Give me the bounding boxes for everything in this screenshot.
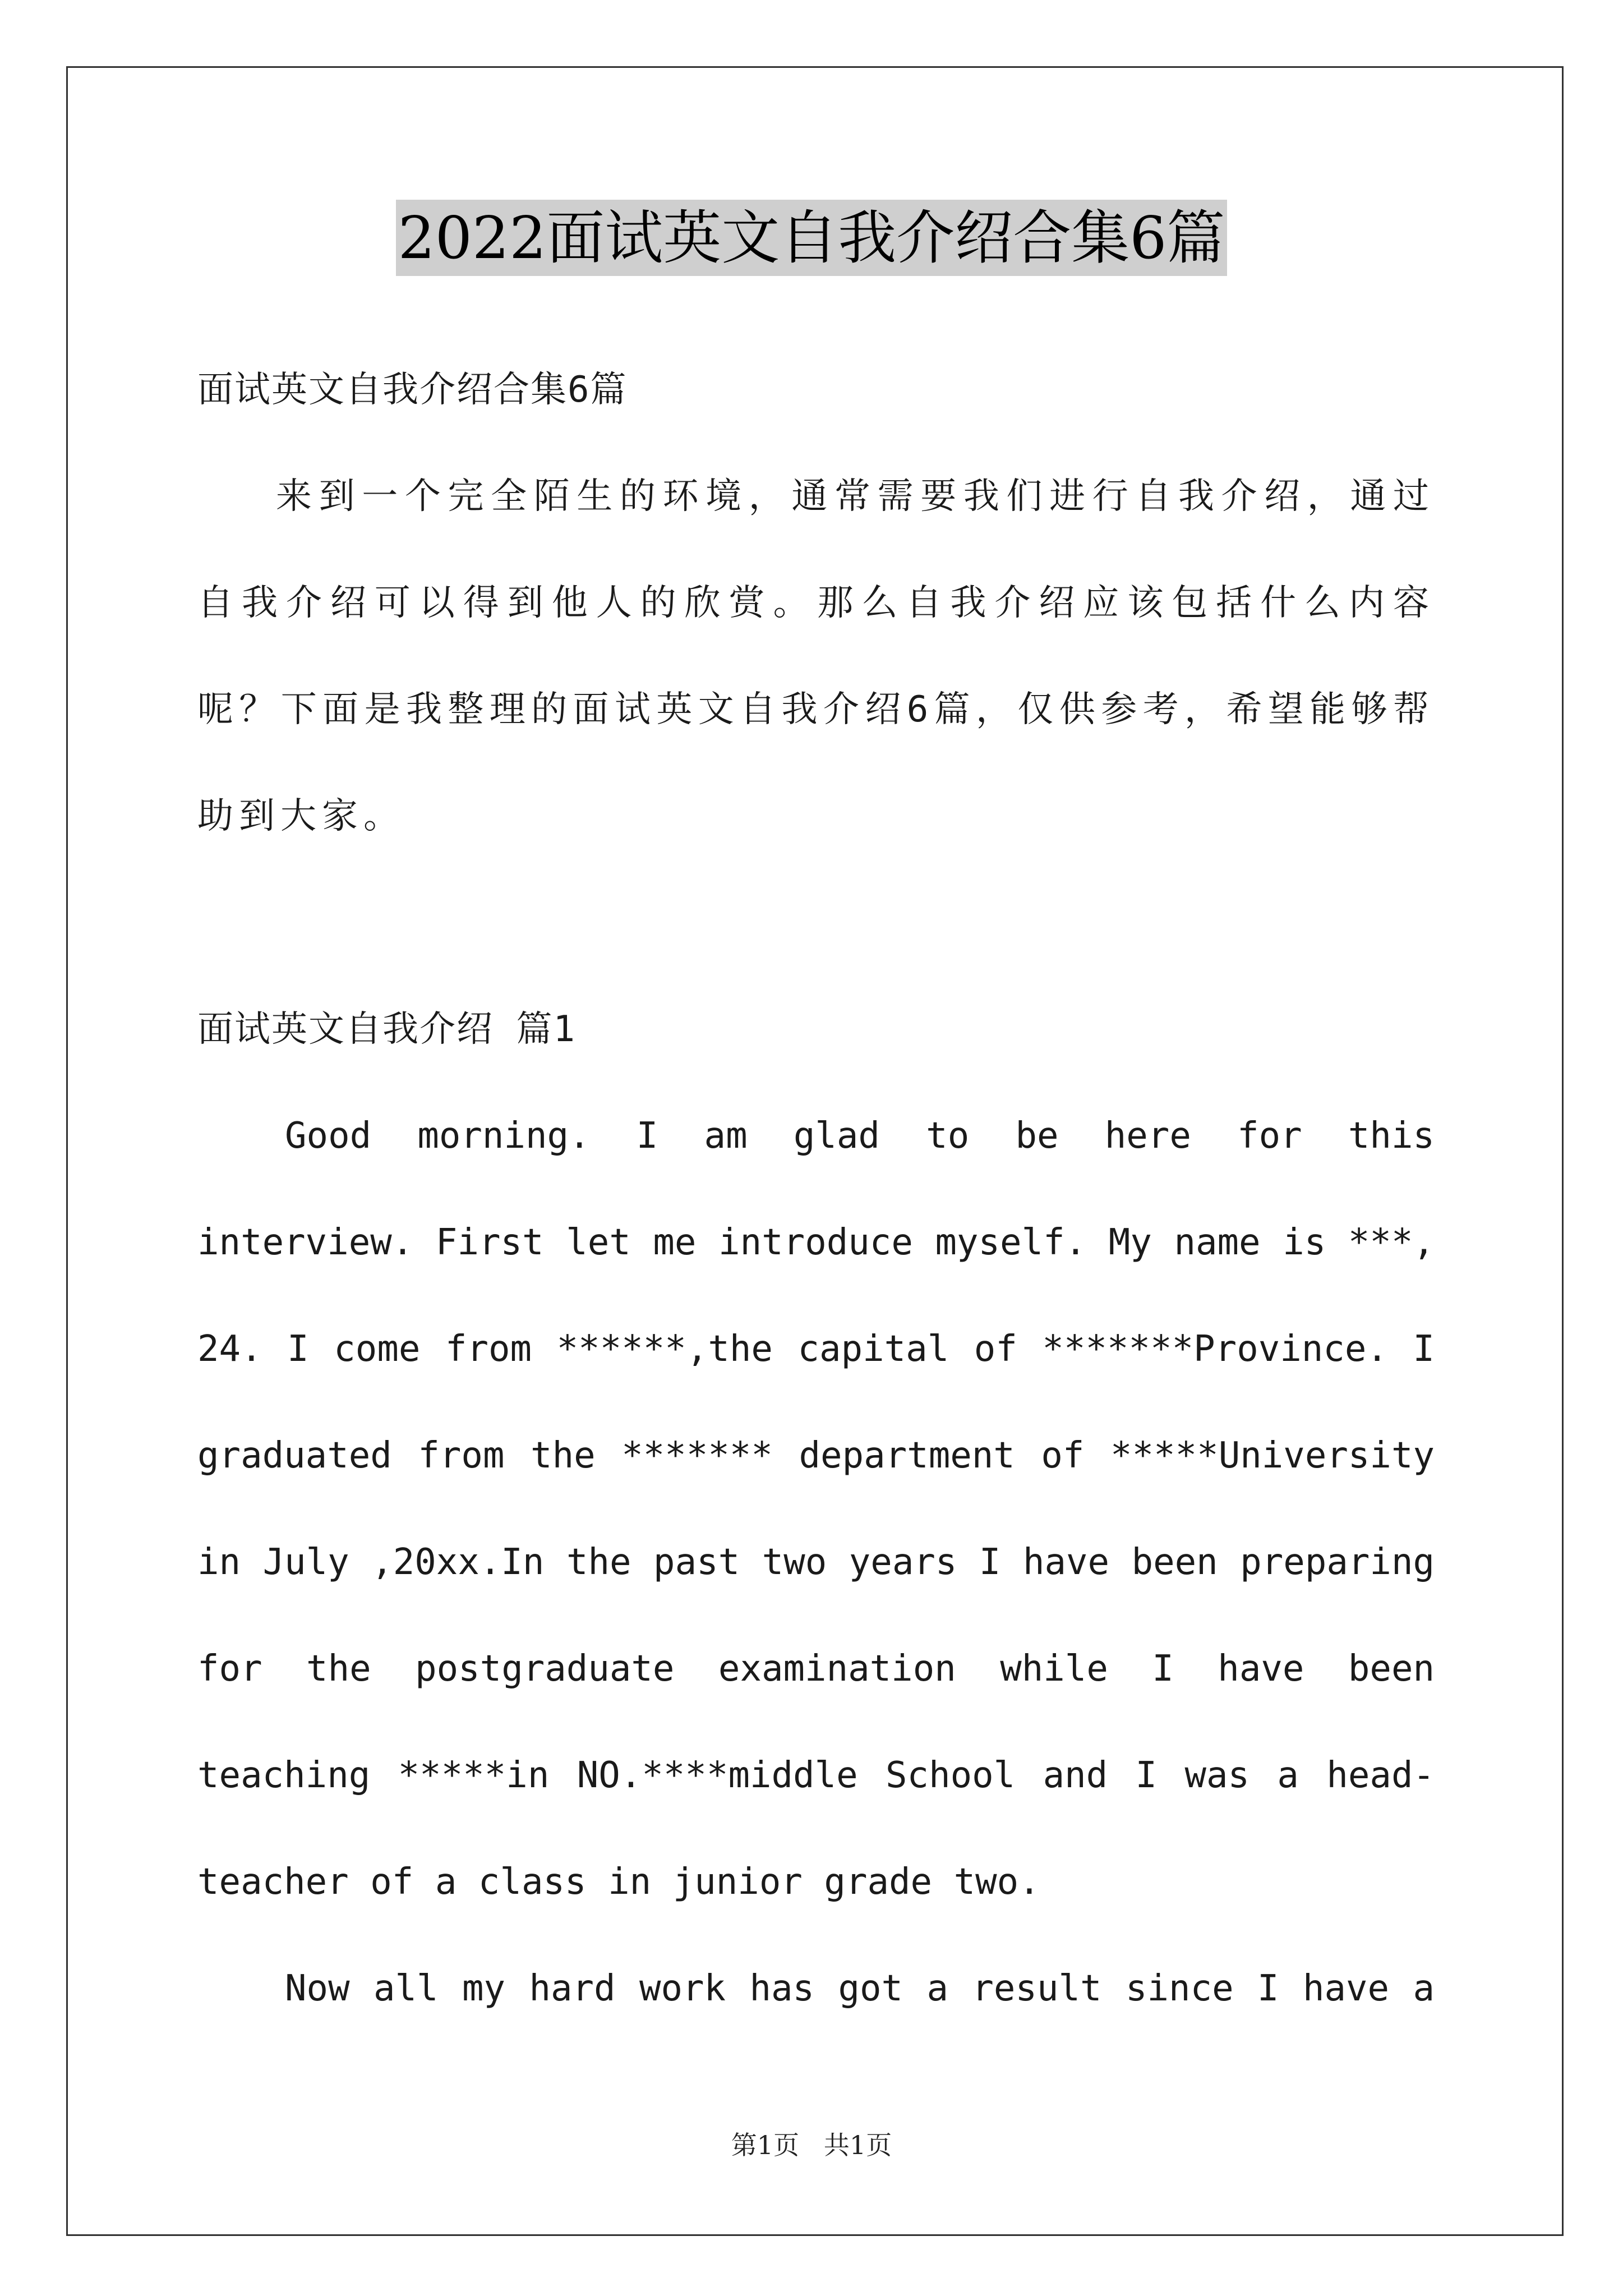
document-body (197, 337, 1435, 2042)
page-footer: 第1页 共1页 (731, 2130, 892, 2160)
document-subtitle: 面试英文自我介绍合集6篇 (197, 369, 628, 411)
document-title: 2022面试英文自我介绍合集6篇 (396, 200, 1228, 276)
title-container (0, 200, 1623, 276)
body-paragraph: Now all my hard work has got a result since I have a (285, 1968, 1435, 2009)
section-spacer (197, 869, 1435, 976)
body-paragraph: Good morning. I am glad to be here for this interview. First let me introduce myself. My name is ***, 24. I come from ******,the capital of *******Province. I graduated from the ******* department of *****University in July ,20xx.In the past two years I have been preparing for the postgraduate examination while I have been teaching *****in NO.****middle School and I was a head-teacher of a class in junior grade two. (197, 1115, 1435, 1903)
intro-paragraph: 来到一个完全陌生的环境，通常需要我们进行自我介绍，通过自我介绍可以得到他人的欣赏。那么自我介绍应该包括什么内容呢？下面是我整理的面试英文自我介绍6篇，仅供参考，希望能够帮助到大家。 (197, 476, 1435, 837)
section-heading: 面试英文自我介绍 篇1 (197, 1009, 577, 1050)
